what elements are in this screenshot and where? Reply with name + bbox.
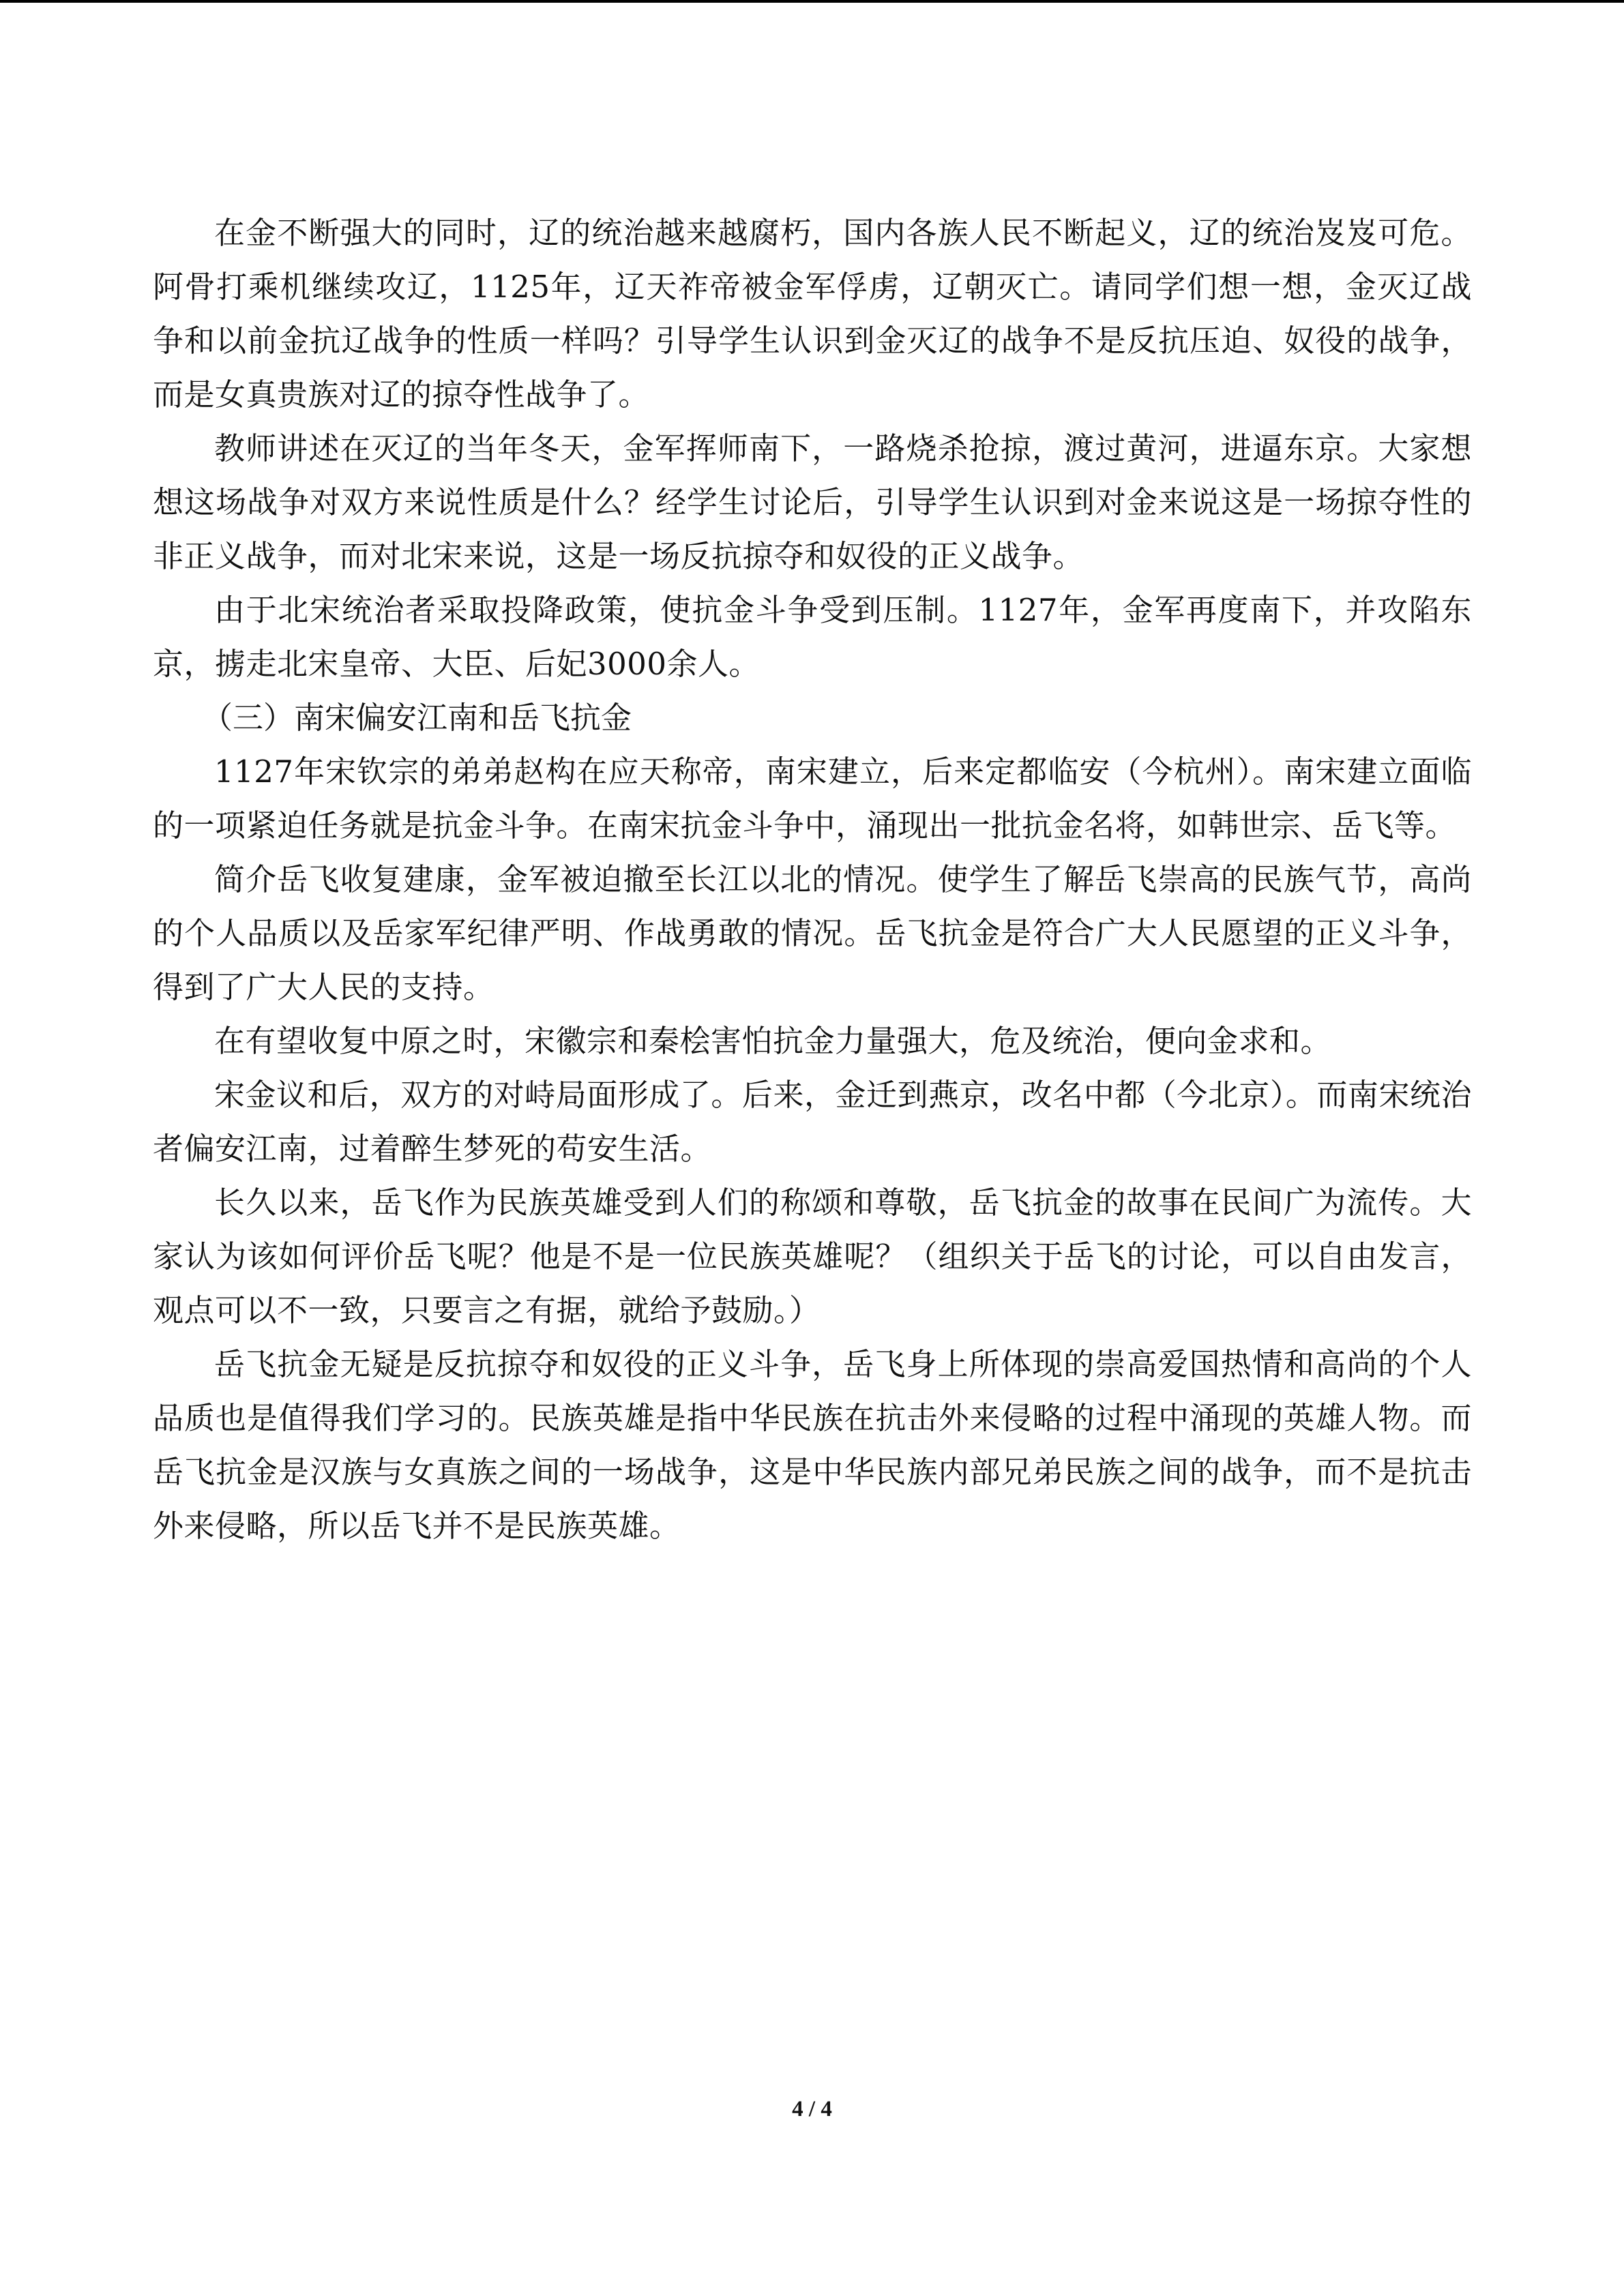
paragraph-conclusion: 岳飞抗金无疑是反抗掠夺和奴役的正义斗争，岳飞身上所体现的崇高爱国热情和高尚的个人品质也是值得我们学习的。民族英雄是指中华民族在抗击外来侵略的过程中涌现的英雄人物。而岳飞抗金是汉族与女真族之间的一场战争，这是中华民族内部兄弟民族之间的战争，而不是抗击外来侵略，所以岳飞并不是民族英雄。 bbox=[153, 1346, 1472, 1544]
paragraph-jin-invasion: 教师讲述在灭辽的当年冬天，金军挥师南下，一路烧杀抢掠，渡过黄河，进逼东京。大家想想这场战争对双方来说性质是什么？经学生讨论后，引导学生认识到对金来说这是一场掠夺性的非正义战争，而对北宋来说，这是一场反抗掠夺和奴役的正义战争。 bbox=[153, 430, 1472, 574]
paragraph-liao-decline: 在金不断强大的同时，辽的统治越来越腐朽，国内各族人民不断起义，辽的统治岌岌可危。阿骨打乘机继续攻辽，1125年，辽天祚帝被金军俘虏，辽朝灭亡。请同学们想一想，金灭辽战争和以前金抗辽战争的性质一样吗？引导学生认识到金灭辽的战争不是反抗压迫、奴役的战争，而是女真贵族对辽的掠夺性战争了。 bbox=[153, 215, 1472, 413]
top-border-line bbox=[0, 0, 1624, 3]
paragraph-yue-fei-jiankang: 简介岳飞收复建康，金军被迫撤至长江以北的情况。使学生了解岳飞崇高的民族气节，高尚的个人品质以及岳家军纪律严明、作战勇敢的情况。岳飞抗金是符合广大人民愿望的正义斗争，得到了广大人民的支持。 bbox=[153, 861, 1472, 1005]
paragraph-song-jin-treaty: 宋金议和后，双方的对峙局面形成了。后来，金迁到燕京，改名中都（今北京）。而南宋统治者偏安江南，过着醉生梦死的苟安生活。 bbox=[153, 1077, 1472, 1167]
page-number: 4 / 4 bbox=[792, 2097, 832, 2121]
paragraph-peace-request: 在有望收复中原之时，宋徽宗和秦桧害怕抗金力量强大，危及统治，便向金求和。 bbox=[214, 1023, 1332, 1059]
section-heading: （三）南宋偏安江南和岳飞抗金 bbox=[202, 700, 632, 736]
paragraph-discussion: 长久以来，岳飞作为民族英雄受到人们的称颂和尊敬，岳飞抗金的故事在民间广为流传。大家认为该如何评价岳飞呢？他是不是一位民族英雄呢？（组织关于岳飞的讨论，可以自由发言，观点可以不一致，只要言之有据，就给予鼓励。） bbox=[153, 1184, 1472, 1328]
paragraph-southern-song-founding: 1127年宋钦宗的弟弟赵构在应天称帝，南宋建立，后来定都临安（今杭州）。南宋建立面临的一项紧迫任务就是抗金斗争。在南宋抗金斗争中，涌现出一批抗金名将，如韩世宗、岳飞等。 bbox=[153, 754, 1472, 844]
paragraph-fall-of-dongjing: 由于北宋统治者采取投降政策，使抗金斗争受到压制。1127年，金军再度南下，并攻陷东京，掳走北宋皇帝、大臣、后妃3000余人。 bbox=[153, 592, 1472, 682]
document-body bbox=[153, 206, 1472, 1553]
